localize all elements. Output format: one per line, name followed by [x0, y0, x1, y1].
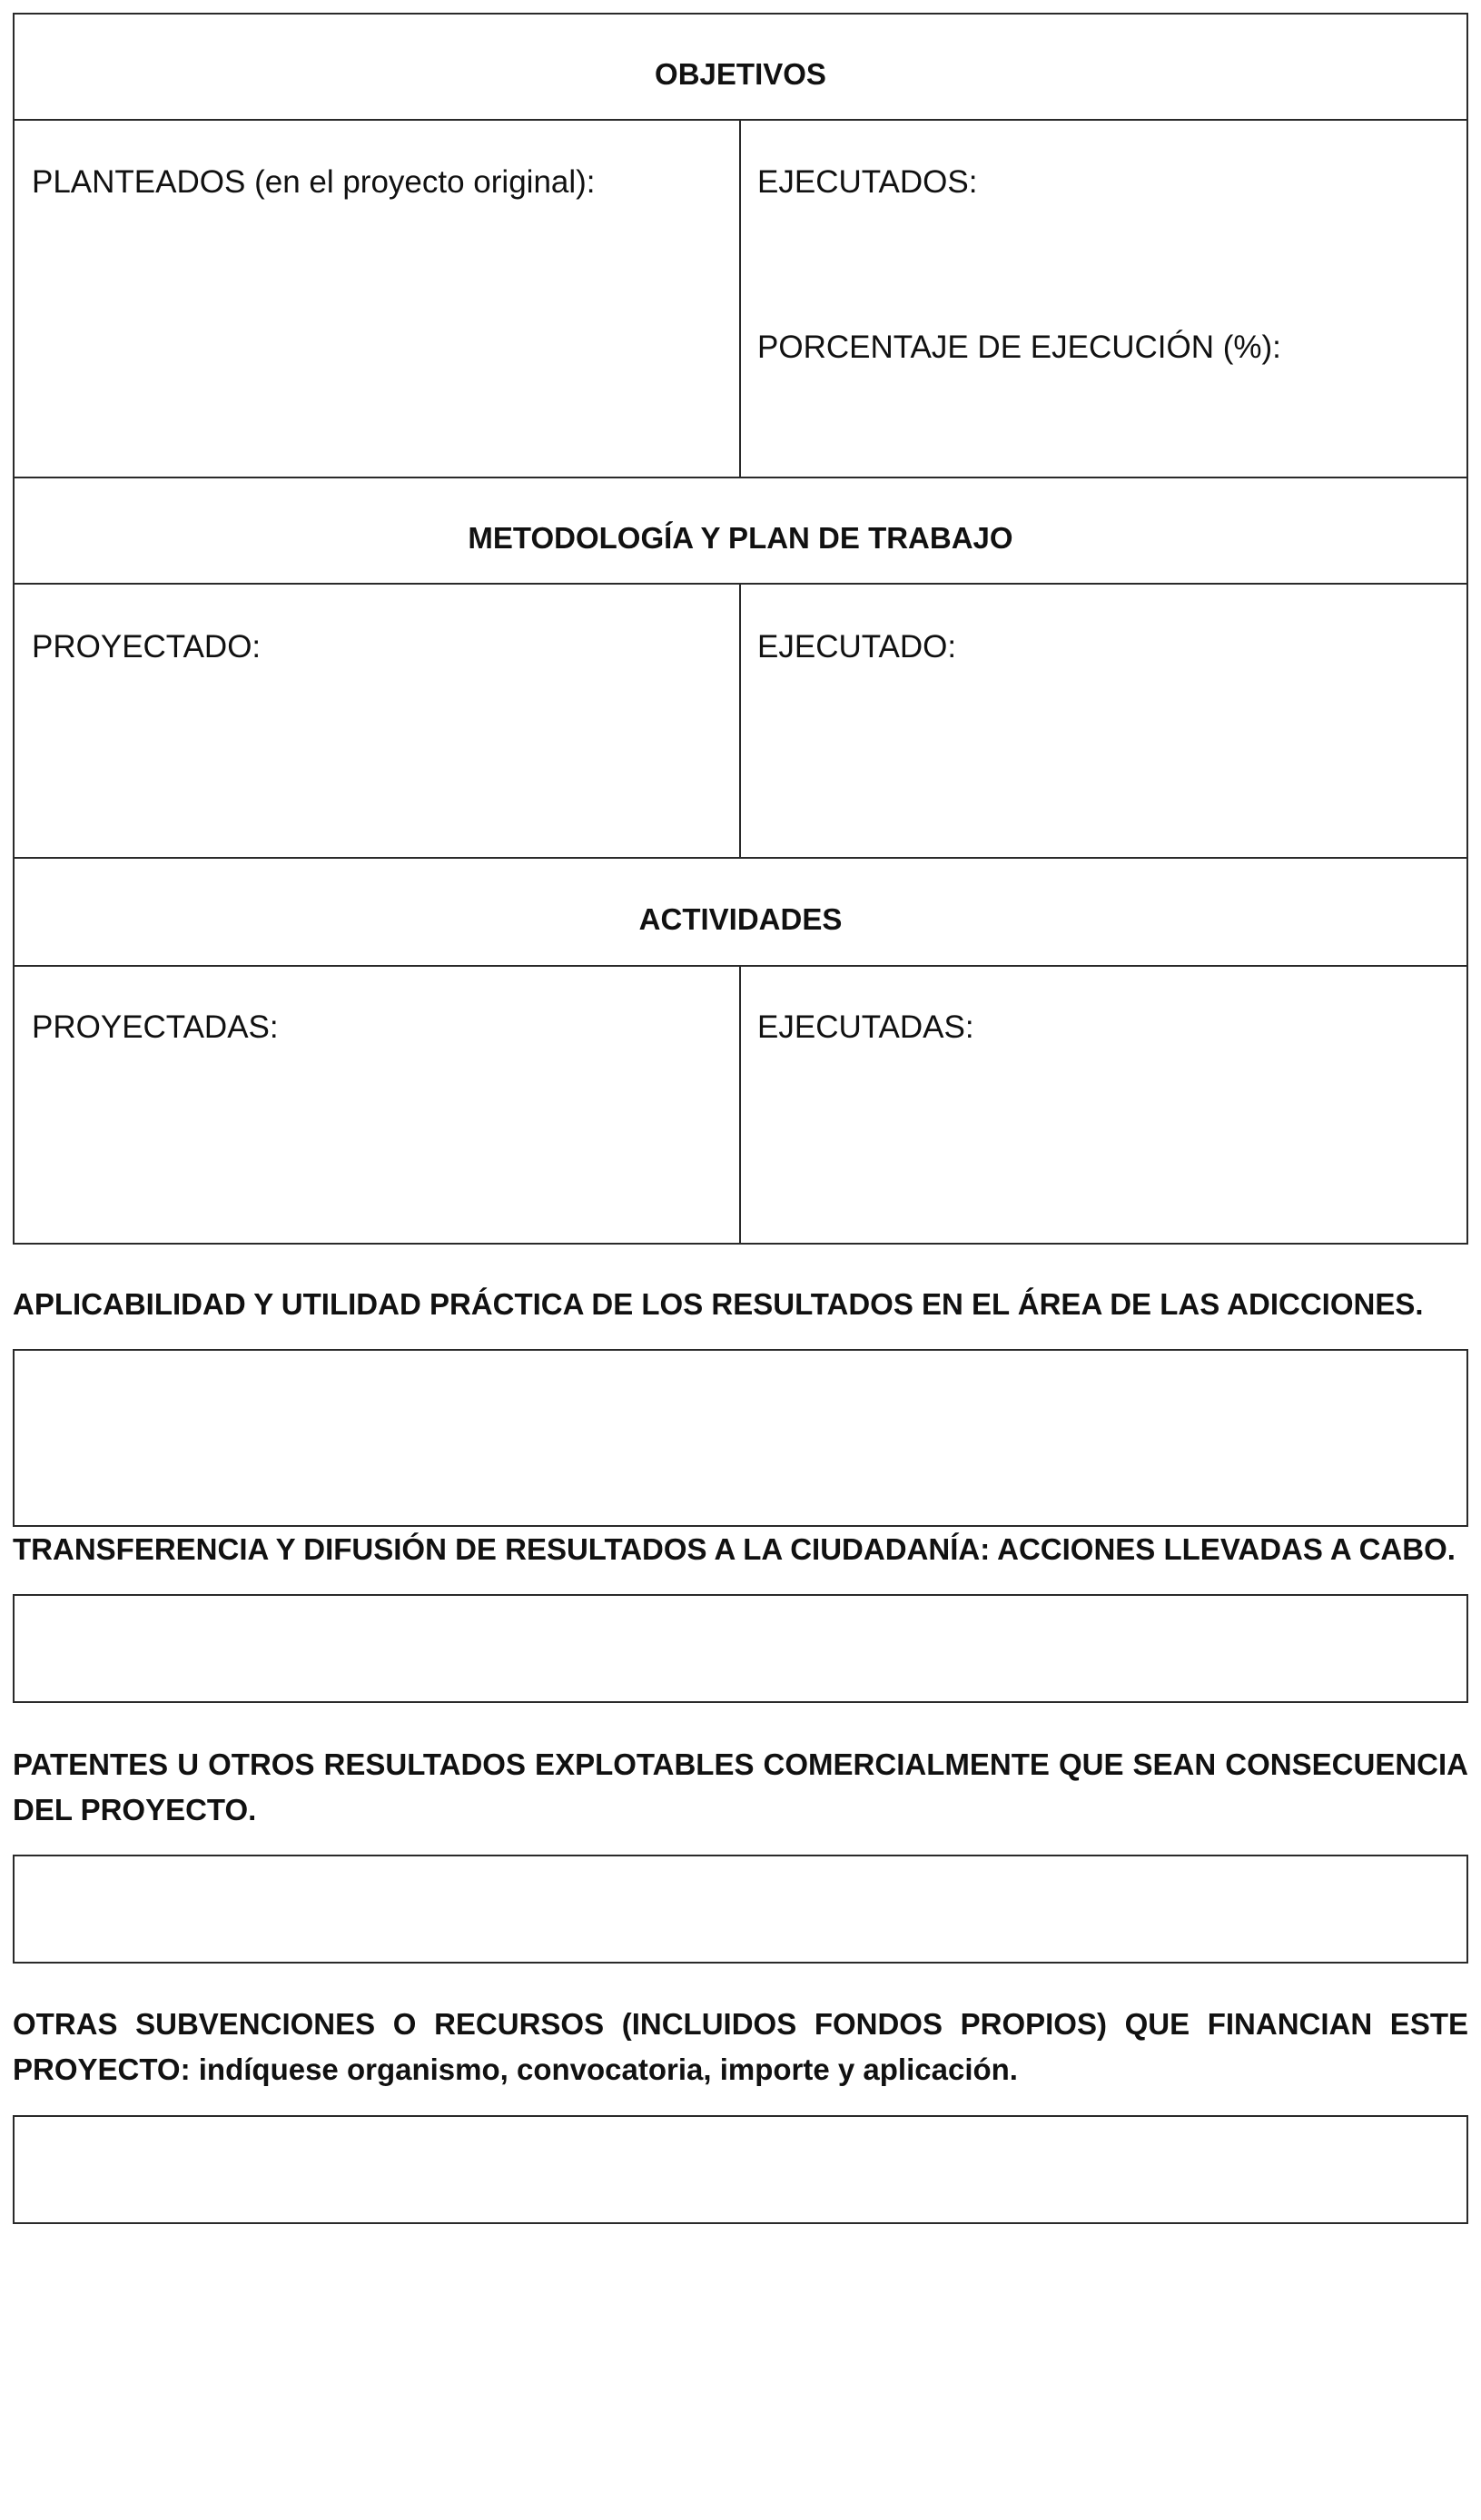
- metodologia-bottom-divider: [13, 857, 1468, 859]
- subvenciones-heading-bold: OTRAS SUBVENCIONES O RECURSOS (INCLUIDOS FONDOS PROPIOS) QUE FINANCIAN ESTE PROYECTO:: [13, 2007, 1468, 2086]
- metodologia-ejecutado-field[interactable]: [741, 585, 1466, 857]
- actividades-ejecutadas-field[interactable]: [741, 967, 1466, 1243]
- metodologia-ejecutado-label: EJECUTADO:: [757, 629, 957, 664]
- objetivos-ejecutados-field[interactable]: [741, 121, 1466, 477]
- metodologia-proyectado-label: PROYECTADO:: [32, 629, 262, 664]
- subvenciones-field[interactable]: [13, 2115, 1468, 2224]
- metodologia-title: METODOLOGÍA Y PLAN DE TRABAJO: [468, 521, 1013, 555]
- actividades-ejecutadas-label: EJECUTADAS:: [757, 1009, 974, 1045]
- objetivos-planteados-field[interactable]: [15, 121, 739, 477]
- objetivos-bottom-divider: [13, 477, 1468, 478]
- actividades-proyectadas-label: PROYECTADAS:: [32, 1009, 279, 1045]
- aplicabilidad-heading: APLICABILIDAD Y UTILIDAD PRÁCTICA DE LOS RESULTADOS EN EL ÁREA DE LAS ADICCIONES.: [13, 1287, 1424, 1321]
- patentes-heading: PATENTES U OTROS RESULTADOS EXPLOTABLES COMERCIALMENTE QUE SEAN CONSECUENCIA DEL PROYECTO.: [13, 1747, 1468, 1826]
- transferencia-field[interactable]: [13, 1594, 1468, 1703]
- subvenciones-heading-rest: indíquese organismo, convocatoria, importe y aplicación.: [190, 2052, 1018, 2086]
- objetivos-porcentaje-label: PORCENTAJE DE EJECUCIÓN (%):: [757, 330, 1281, 365]
- objetivos-title: OBJETIVOS: [655, 57, 826, 91]
- objetivos-planteados-label: PLANTEADOS (en el proyecto original):: [32, 164, 596, 200]
- objetivos-ejecutados-label: EJECUTADOS:: [757, 164, 978, 200]
- transferencia-heading: TRANSFERENCIA Y DIFUSIÓN DE RESULTADOS A LA CIUDADANÍA: ACCIONES LLEVADAS A CABO.: [13, 1532, 1456, 1566]
- subvenciones-heading: [13, 2002, 1468, 2092]
- actividades-proyectadas-field[interactable]: [15, 967, 739, 1243]
- actividades-title: ACTIVIDADES: [638, 902, 843, 936]
- patentes-field[interactable]: [13, 1855, 1468, 1964]
- metodologia-proyectado-field[interactable]: [15, 585, 739, 857]
- aplicabilidad-field[interactable]: [13, 1349, 1468, 1527]
